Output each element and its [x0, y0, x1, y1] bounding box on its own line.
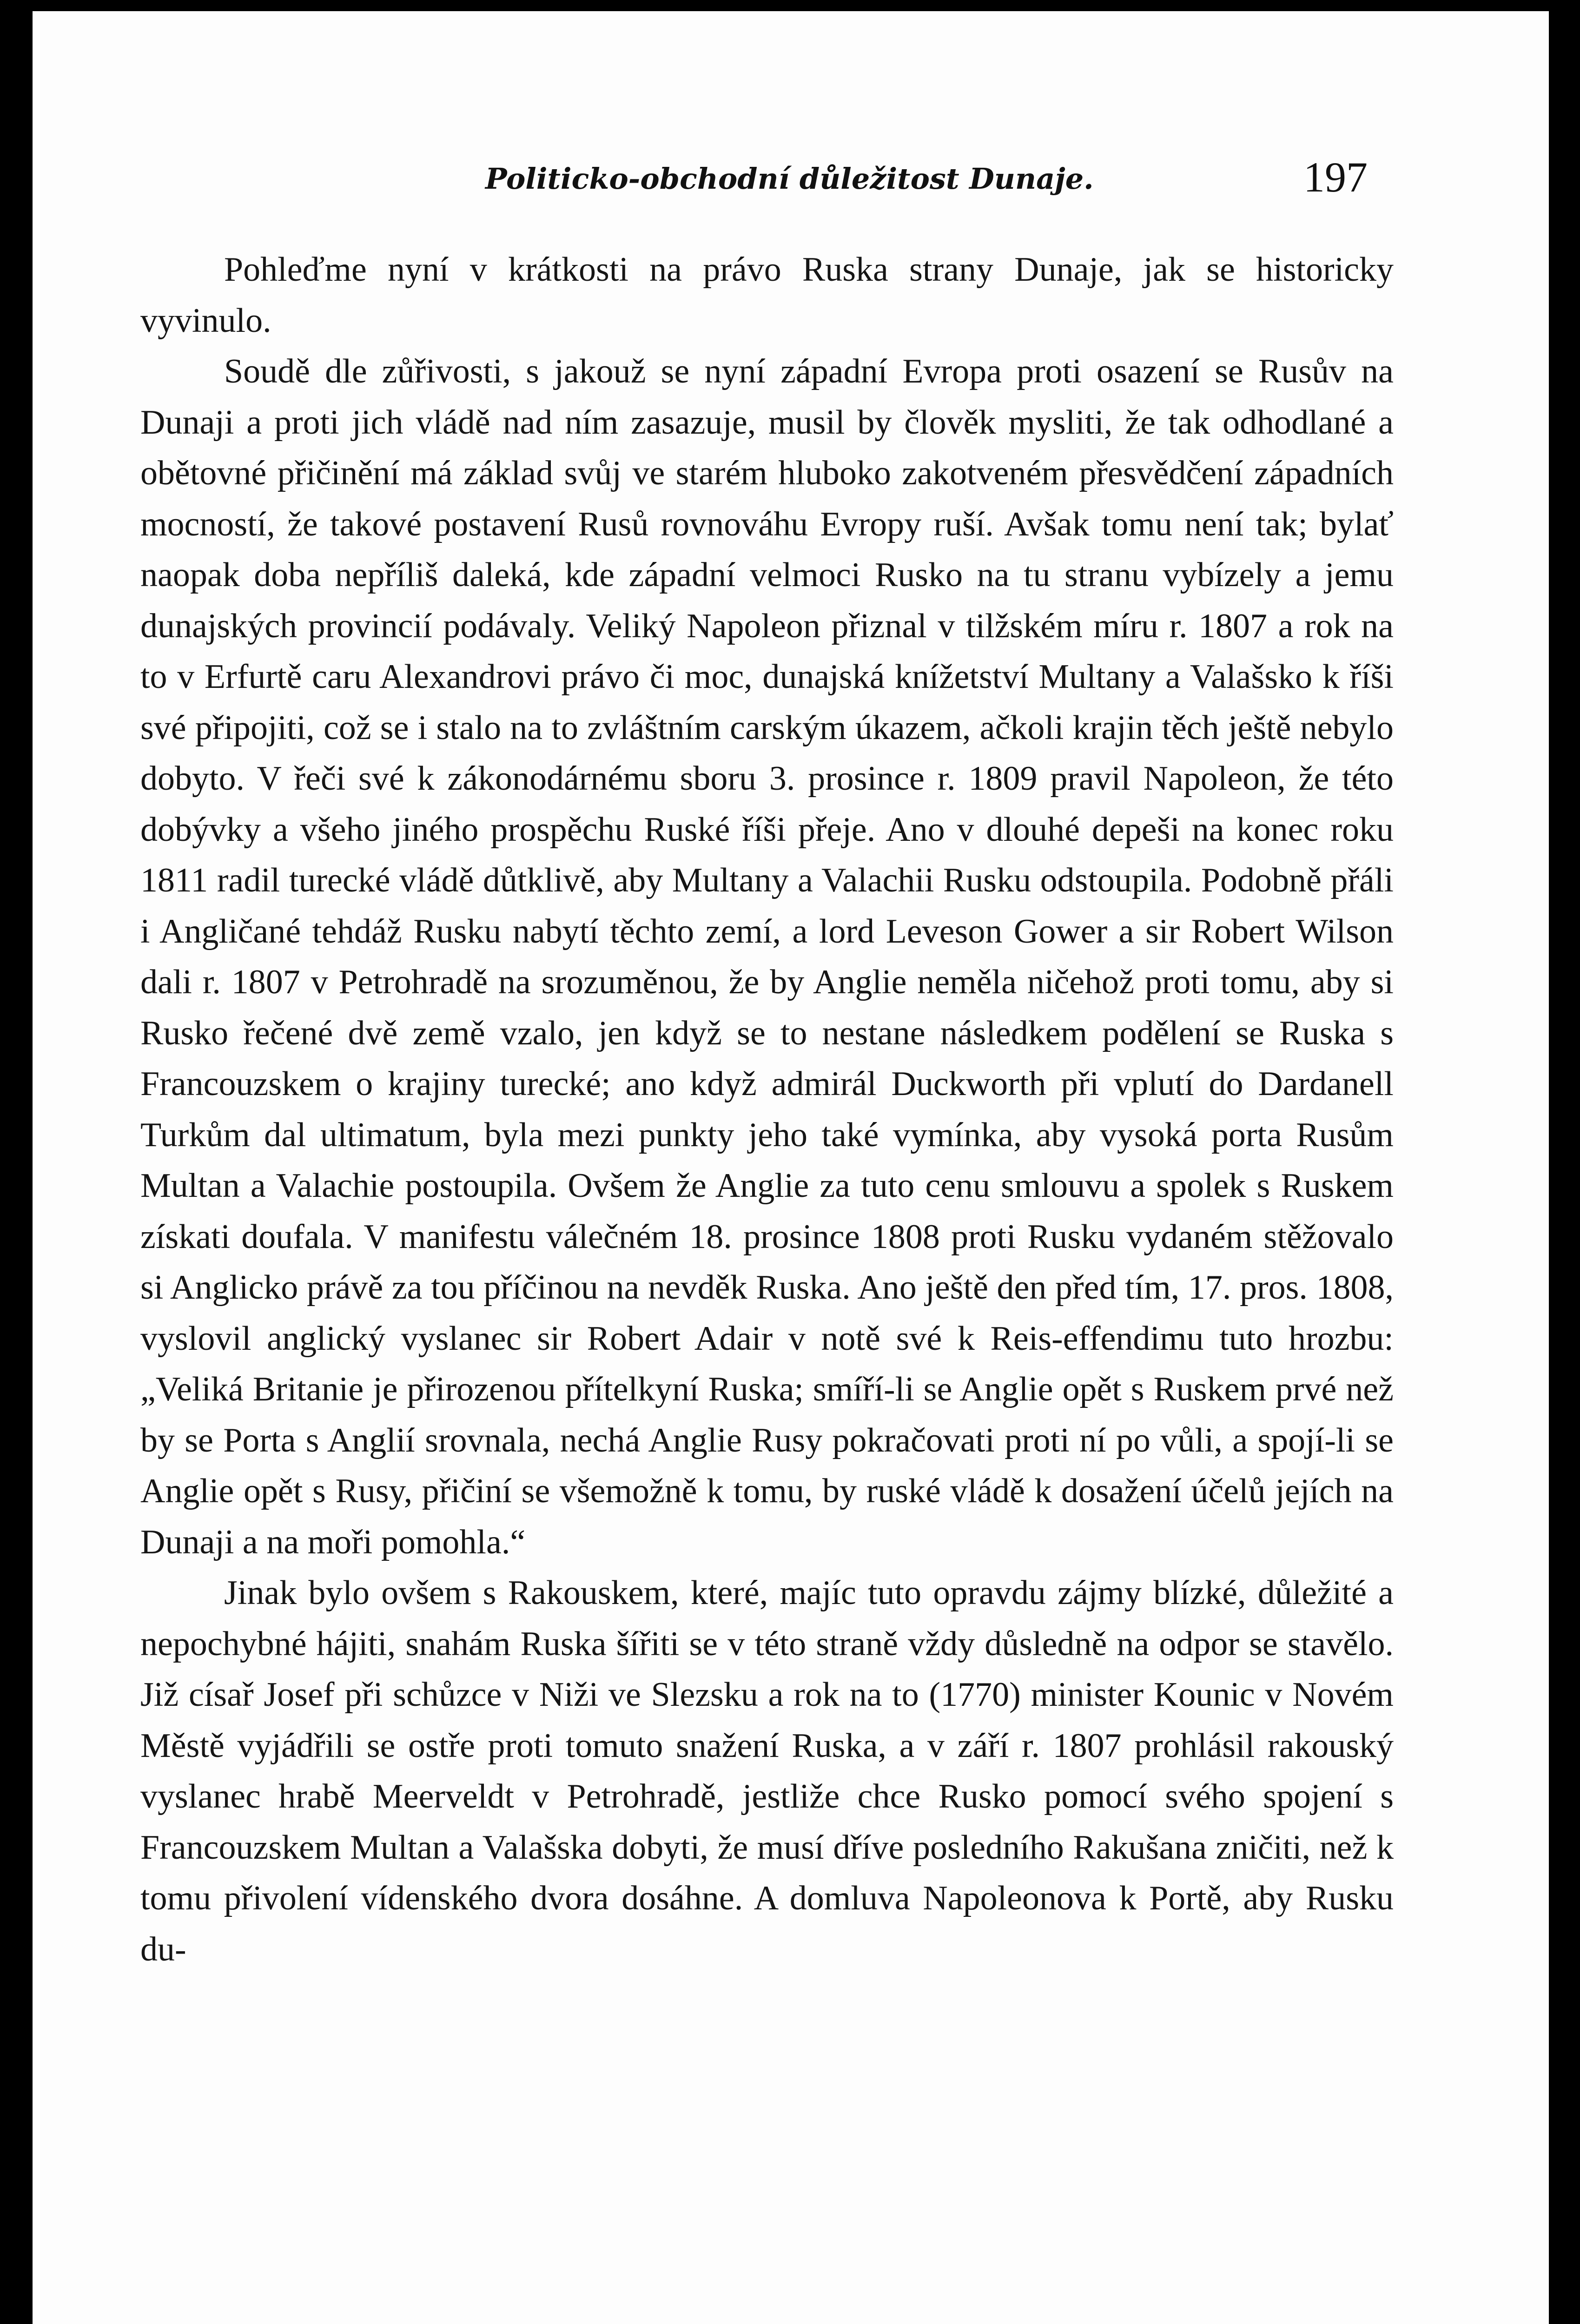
page-number: 197 [1303, 153, 1368, 201]
paragraph-2: Soudě dle zůřivosti, s jakouž se nyní západní Evropa proti osazení se Rusův na Dunaji a proti jich vládě nad ním zasazuje, musil by člověk mysliti, že tak odhodlané a obětovné přičinění má základ svůj ve starém hluboko zakotveném přesvědčení západních mocností, že takové postavení Rusů rovnováhu Evropy ruší. Avšak tomu není tak; bylať naopak doba nepříliš daleká, kde západní velmoci Rusko na tu stranu vybízely a jemu dunajských provincií podávaly. Veliký Napoleon přiznal v tilžském míru r. 1807 a rok na to v Erfurtě caru Alexandrovi právo či moc, dunajská knížetství Multany a Valašsko k říši své připojiti, což se i stalo na to zvláštním carským úkazem, ačkoli krajin těch ještě nebylo dobyto. V řeči své k zákonodárnému sboru 3. prosince r. 1809 pravil Napoleon, že této dobývky a všeho jiného prospěchu Ruské říši přeje. Ano v dlouhé depeši na konec roku 1811 radil turecké vládě důtklivě, aby Multany a Valachii Rusku odstoupila. Podobně přáli i Angličané tehdáž Rusku nabytí těchto zemí, a lord Leveson Gower a sir Robert Wilson dali r. 1807 v Petrohradě na srozuměnou, že by Anglie neměla ničehož proti tomu, aby si Rusko řečené dvě země vzalo, jen když se to nestane následkem podělení se Ruska s Francouzskem o krajiny turecké; ano když admirál Duckworth při vplutí do Dardanell Turkům dal ultimatum, byla mezi punkty jeho také vymínka, aby vysoká porta Rusům Multan a Valachie postoupila. Ovšem že Anglie za tuto cenu smlouvu a spolek s Ruskem získati doufala. V manifestu válečném 18. prosince 1808 proti Rusku vydaném stěžovalo si Anglicko právě za tou příčinou na nevděk Ruska. Ano ještě den před tím, 17. pros. 1808, vyslovil anglický vyslanec sir Robert Adair v notě své k Reis-effendimu tuto hrozbu: „Veliká Britanie je přirozenou přítelkyní Ruska; smíří-li se Anglie opět s Ruskem prvé než by se Porta s Anglií srovnala, nechá Anglie Rusy pokračovati proti ní po vůli, a spojí-li se Anglie opět s Rusy, přičiní se všemožně k tomu, by ruské vládě k dosažení účelů jejích na Dunaji a na moři pomohla.“ [140, 352, 1394, 1561]
running-title: Politicko-obchodní důležitost Dunaje. [485, 162, 1094, 196]
page-header [33, 151, 1549, 206]
book-page [33, 11, 1549, 2324]
paragraph-1: Pohleďme nyní v krátkosti na právo Ruska strany Dunaje, jak se historicky vyvinulo. [140, 251, 1394, 340]
paragraph-3: Jinak bylo ovšem s Rakouskem, které, majíc tuto opravdu zájmy blízké, důležité a nepochybné hájiti, snahám Ruska šířiti se v této straně vždy důsledně na odpor se stavělo. Již císař Josef při schůzce v Niži ve Slezsku a rok na to (1770) minister Kounic v Novém Městě vyjádřili se ostře proti tomuto snažení Ruska, a v září r. 1807 prohlásil rakouský vyslanec hrabě Meerveldt v Petrohradě, jestliže chce Rusko pomocí svého spojení s Francouzskem Multan a Valašska dobyti, že musí dříve posledního Rakušana zničiti, než k tomu přivolení vídenského dvora dosáhne. A domluva Napoleonova k Portě, aby Rusku du- [140, 1574, 1394, 1968]
body-text [140, 244, 1394, 1975]
